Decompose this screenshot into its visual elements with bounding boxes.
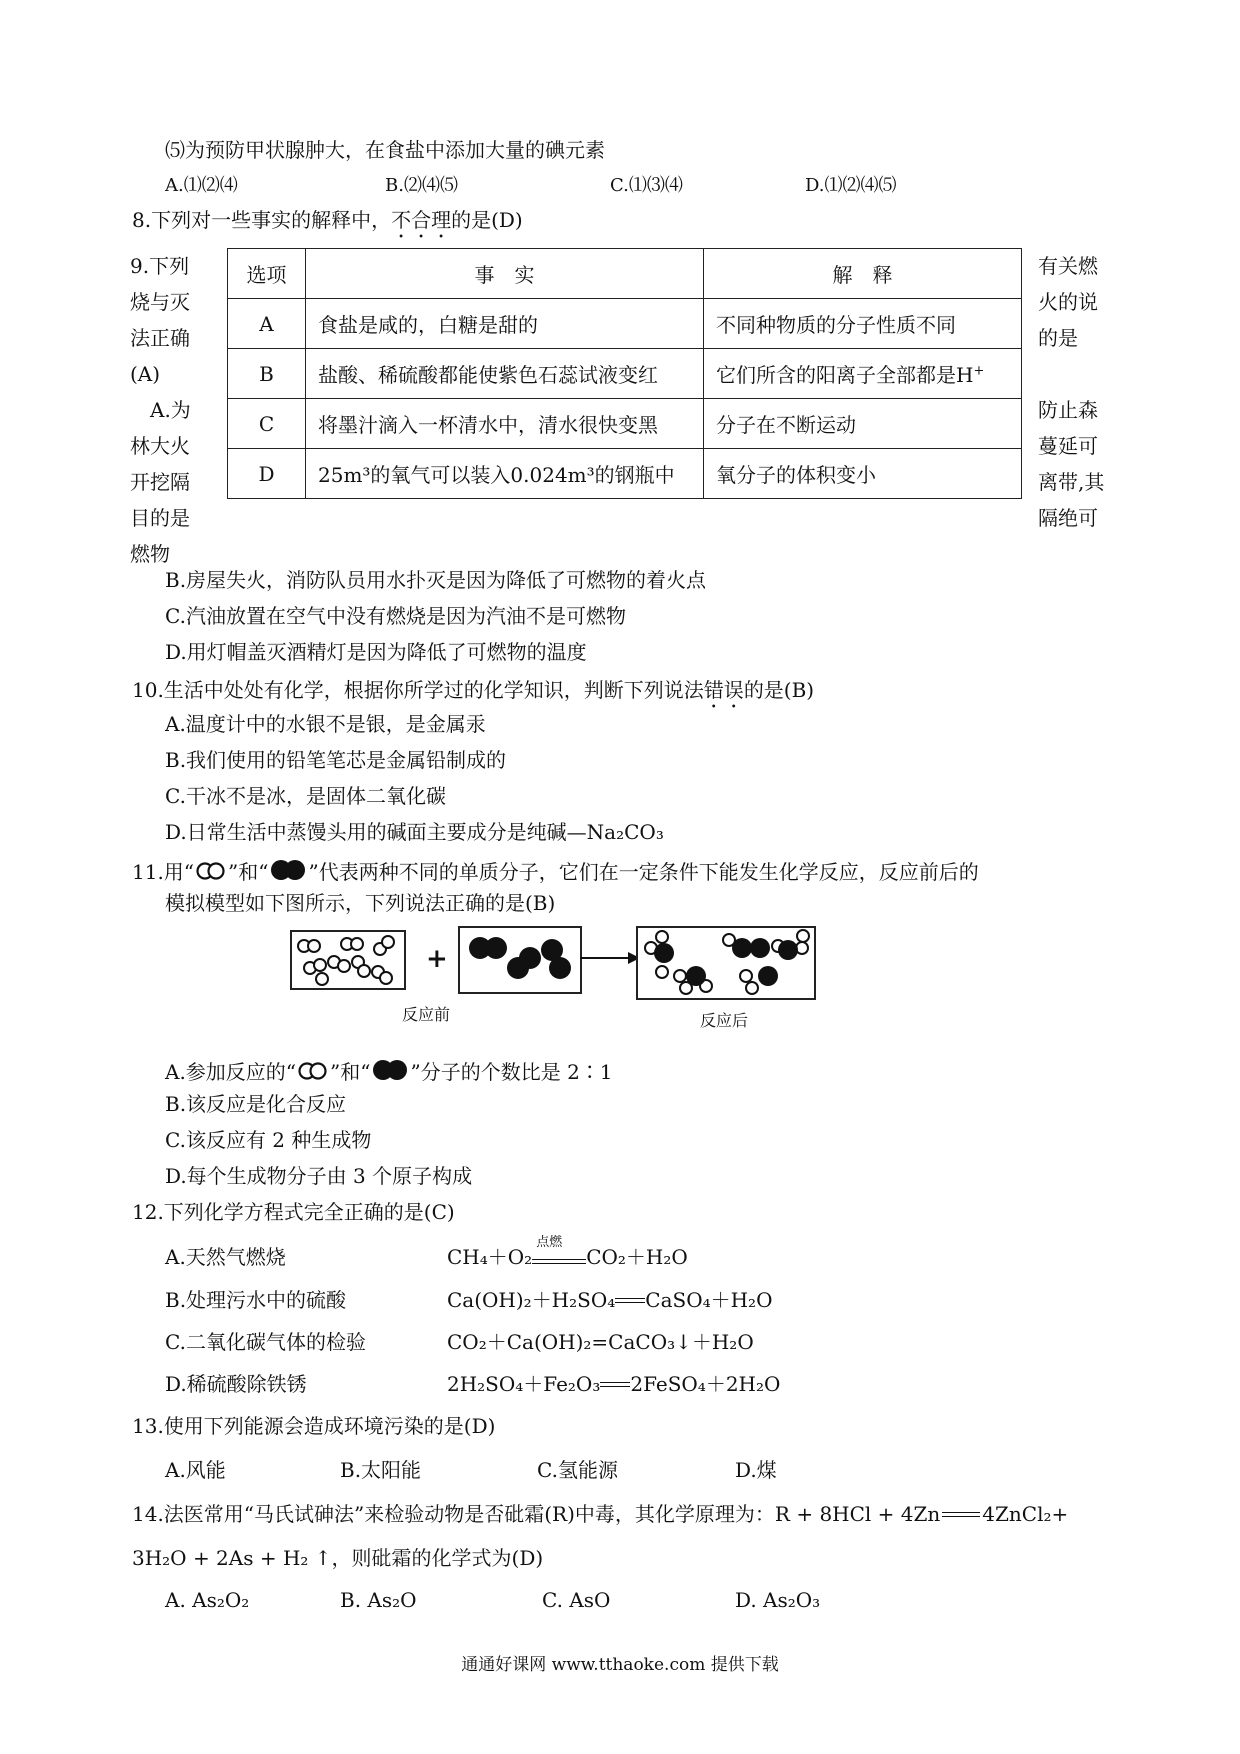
q10-option-d: D.日常生活中蒸馒头用的碱面主要成分是纯碱—Na₂CO₃ xyxy=(165,820,664,844)
table-cell: 不同种物质的分子性质不同 xyxy=(704,299,1022,349)
q12-option-d-label: D.稀硫酸除铁锈 xyxy=(165,1372,307,1396)
q7-item-5: ⑸为预防甲状腺肿大，在食盐中添加大量的碘元素 xyxy=(165,138,605,162)
q11-option-c: C.该反应有 2 种生成物 xyxy=(165,1128,372,1152)
q11-option-d: D.每个生成物分子由 3 个原子构成 xyxy=(165,1164,473,1188)
q14-stem-line1: 14.法医常用“马氏试砷法”来检验动物是否砒霜(R)中毒，其化学原理为：R + 8HCl + 4Zn 4ZnCl₂+ xyxy=(132,1502,1069,1526)
plus-sign: + xyxy=(426,944,448,974)
equals-sign xyxy=(942,1512,980,1517)
q9-right-column: 有关燃 火的说 的是 防止森 蔓延可 离带,其 隔绝可 xyxy=(1038,254,1105,530)
q12-option-d-equation: 2H₂SO₄＋Fe₂O₃ 2FeSO₄＋2H₂O xyxy=(447,1372,781,1396)
caption-after: 反应后 xyxy=(700,1011,749,1030)
q12-option-a-equation: CH₄＋O₂ 点燃 CO₂＋H₂O xyxy=(447,1235,688,1269)
q10-stem: 10.生活中处处有化学，根据你所学过的化学知识，判断下列说法错误的是(B) xyxy=(132,678,815,702)
q7-option-a: A.⑴⑵⑷ xyxy=(165,175,238,196)
black-molecule-icon xyxy=(370,1058,410,1082)
table-cell: 氧分子的体积变小 xyxy=(704,449,1022,499)
caption-before: 反应前 xyxy=(402,1005,451,1024)
q14-option-c: C. AsO xyxy=(542,1588,611,1612)
table-row xyxy=(228,299,1022,349)
table-header-cell: 选项 xyxy=(228,249,306,299)
q13-option-a: A.风能 xyxy=(165,1458,226,1482)
q10-option-a: A.温度计中的水银不是银，是金属汞 xyxy=(165,712,486,736)
table-row xyxy=(228,349,1022,399)
q10-option-c: C.干冰不是冰，是固体二氧化碳 xyxy=(165,784,446,808)
q12-option-a-label: A.天然气燃烧 xyxy=(165,1245,286,1269)
q12-stem: 12.下列化学方程式完全正确的是(C) xyxy=(132,1200,455,1224)
equals-sign xyxy=(600,1382,630,1387)
q14-stem-line2: 3H₂O + 2As + H₂ ↑，则砒霜的化学式为(D) xyxy=(132,1546,544,1570)
table-header-cell: 事 实 xyxy=(306,249,704,299)
q8-stem: 8.下列对一些事实的解释中，不合理的是(D) xyxy=(132,208,523,232)
product-molecules-icon xyxy=(638,928,814,998)
table-cell: B xyxy=(228,349,306,399)
combustion-condition: 点燃 xyxy=(532,1252,586,1264)
q13-option-c: C.氢能源 xyxy=(537,1458,618,1482)
q13-option-d: D.煤 xyxy=(735,1458,777,1482)
q7-option-c: C.⑴⑶⑷ xyxy=(610,175,683,196)
white-molecule-icon xyxy=(194,861,228,881)
table-cell: 分子在不断运动 xyxy=(704,399,1022,449)
after-product-box xyxy=(636,926,816,1000)
q12-option-c-equation: CO₂＋Ca(OH)₂=CaCO₃↓＋H₂O xyxy=(447,1330,754,1354)
page-footer: 通通好课网 www.tthaoke.com 提供下载 xyxy=(461,1655,779,1675)
table-cell: A xyxy=(228,299,306,349)
table-cell: 食盐是咸的，白糖是甜的 xyxy=(306,299,704,349)
q9-option-b: B.房屋失火，消防队员用水扑灭是因为降低了可燃物的着火点 xyxy=(165,568,707,592)
q11-stem-line2: 模拟模型如下图所示，下列说法正确的是(B) xyxy=(165,891,556,915)
q10-option-b: B.我们使用的铅笔笔芯是金属铅制成的 xyxy=(165,748,507,772)
q7-option-b: B.⑵⑷⑸ xyxy=(385,175,458,196)
q7-option-d: D.⑴⑵⑷⑸ xyxy=(805,175,897,196)
white-molecules-icon xyxy=(292,932,404,988)
table-header-cell: 解 释 xyxy=(704,249,1022,299)
q14-option-d: D. As₂O₃ xyxy=(735,1588,821,1612)
table-cell: 将墨汁滴入一杯清水中，清水很快变黑 xyxy=(306,399,704,449)
q12-option-c-label: C.二氧化碳气体的检验 xyxy=(165,1330,366,1354)
reaction-arrow-icon xyxy=(580,948,640,968)
q14-option-a: A. As₂O₂ xyxy=(165,1588,250,1612)
q12-option-b-equation: Ca(OH)₂＋H₂SO₄ CaSO₄＋H₂O xyxy=(447,1288,773,1312)
q13-option-b: B.太阳能 xyxy=(340,1458,422,1482)
black-molecule-icon xyxy=(268,858,308,882)
q8-table xyxy=(227,248,1022,499)
table-header-row xyxy=(228,249,1022,299)
table-row xyxy=(228,399,1022,449)
table-cell: 25m³的氧气可以装入0.024m³的钢瓶中 xyxy=(306,449,704,499)
before-reactant-box-black xyxy=(458,926,582,994)
black-molecules-icon xyxy=(460,928,580,992)
q12-option-b-label: B.处理污水中的硫酸 xyxy=(165,1288,347,1312)
q9-option-d: D.用灯帽盖灭酒精灯是因为降低了可燃物的温度 xyxy=(165,640,587,664)
table-cell: C xyxy=(228,399,306,449)
q11-option-a: A.参加反应的“ ”和“ ”分子的个数比是 2∶1 xyxy=(165,1060,613,1084)
q11-stem-line1: 11.用“ ”和“ ”代表两种不同的单质分子，它们在一定条件下能发生化学反应，反应前后的 xyxy=(132,860,979,884)
q9-option-c: C.汽油放置在空气中没有燃烧是因为汽油不是可燃物 xyxy=(165,604,626,628)
q8-emphasis: 不合理 xyxy=(391,208,452,232)
q10-emphasis: 错误 xyxy=(703,678,744,702)
q13-stem: 13.使用下列能源会造成环境污染的是(D) xyxy=(132,1414,496,1438)
q11-option-b: B.该反应是化合反应 xyxy=(165,1092,347,1116)
hydrogen-ion: H+ xyxy=(956,363,985,387)
table-cell: D xyxy=(228,449,306,499)
table-cell: 它们所含的阳离子全部都是H+ xyxy=(704,349,1022,399)
q14-option-b: B. As₂O xyxy=(340,1588,417,1612)
table-cell: 盐酸、稀硫酸都能使紫色石蕊试液变红 xyxy=(306,349,704,399)
white-molecule-icon xyxy=(296,1061,330,1081)
table-row xyxy=(228,449,1022,499)
before-reactant-box-white xyxy=(290,930,406,990)
q9-left-column: 9.下列 烧与灭 法正确 (A) A.为 林大火 开挖隔 目的是 燃物 xyxy=(130,254,191,566)
equals-sign xyxy=(615,1298,645,1303)
